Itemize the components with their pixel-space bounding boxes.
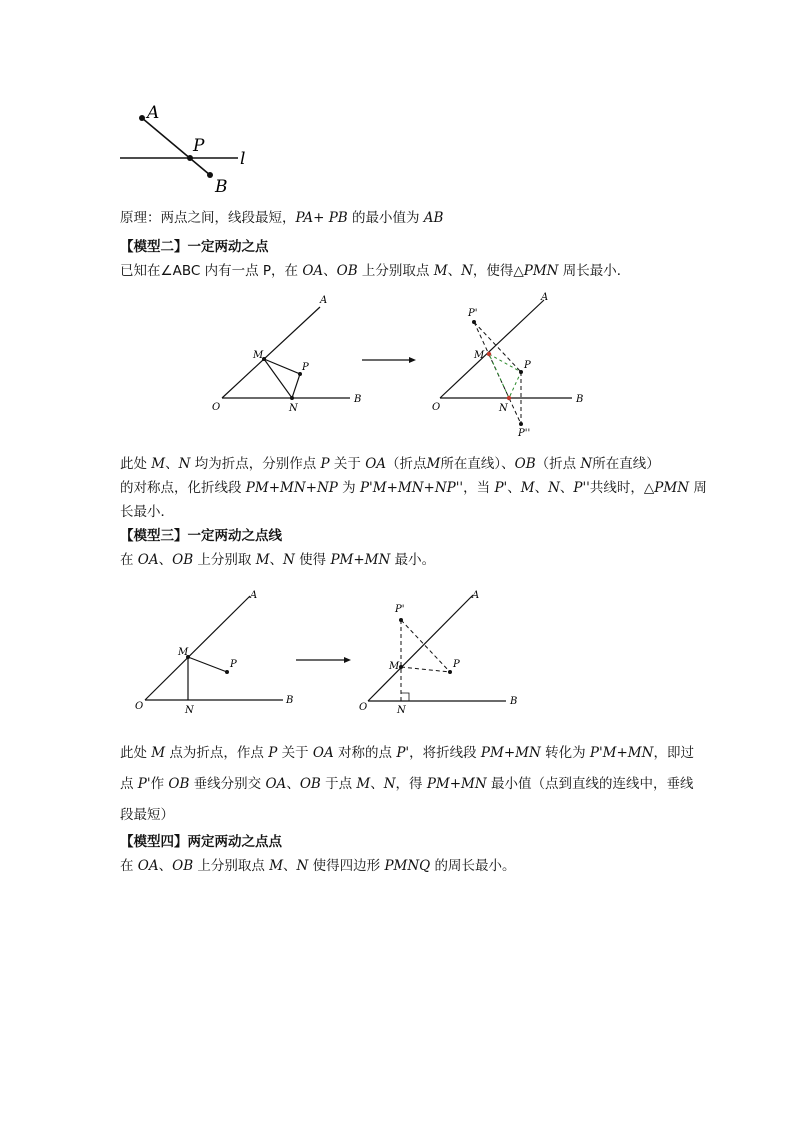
svg-text:A: A	[320, 295, 328, 306]
label-l: l	[240, 149, 246, 169]
svg-text:A: A	[250, 590, 258, 601]
label-B: B	[215, 177, 228, 197]
svg-text:M: M	[178, 647, 189, 658]
model2-statement: 已知在∠ABC 内有一点 P，在 OA、OB 上分别取点 M、N，使得△PMN 周长最小．	[120, 263, 631, 279]
model3-figures	[130, 585, 530, 720]
model3-explain-3: 段最短）	[120, 807, 174, 823]
svg-text:A: A	[472, 590, 480, 601]
model3-explain-1: 此处 M 点为折点，作点 P 关于 OA 对称的点 P'，将折线段 PM+MN 转化为 P'M+MN，即过	[120, 745, 694, 761]
model2-explain-2: 的对称点，化折线段 PM+MN+NP 为 P'M+MN+NP''，当 P'、M、N、P''共线时，△PMN 周	[120, 480, 707, 496]
model2-explain-3: 长最小．	[120, 504, 174, 520]
svg-text:M: M	[253, 350, 264, 361]
svg-text:P: P	[524, 360, 531, 371]
svg-text:P: P	[302, 362, 309, 373]
label-A: A	[147, 103, 160, 123]
svg-text:P'': P''	[518, 428, 531, 439]
svg-text:O: O	[359, 702, 368, 713]
svg-text:B: B	[576, 394, 584, 405]
model2-figures	[200, 288, 600, 444]
svg-text:P: P	[230, 659, 237, 670]
svg-text:O: O	[212, 402, 221, 413]
principle-line: 原理：两点之间，线段最短，PA+ PB 的最小值为 AB	[120, 210, 444, 226]
svg-text:O: O	[432, 402, 441, 413]
svg-text:N: N	[397, 705, 406, 716]
svg-text:M: M	[474, 350, 485, 361]
svg-text:M: M	[389, 661, 400, 672]
svg-text:P': P'	[468, 308, 478, 319]
model3-heading: 【模型三】一定两动之点线	[120, 528, 282, 544]
svg-text:N: N	[289, 403, 298, 414]
svg-text:N: N	[499, 403, 508, 414]
label-P: P	[193, 136, 205, 156]
svg-text:O: O	[135, 701, 144, 712]
svg-text:P: P	[453, 659, 460, 670]
model4-statement: 在 OA、OB 上分别取点 M、N 使得四边形 PMNQ 的周长最小。	[120, 858, 516, 874]
svg-text:N: N	[185, 705, 194, 716]
svg-text:B: B	[354, 394, 362, 405]
model2-explain-1: 此处 M、N 均为折点，分别作点 P 关于 OA（折点M所在直线）、OB（折点 N所在直线）	[120, 456, 660, 472]
figure-line-reflection	[110, 96, 270, 200]
model4-heading: 【模型四】两定两动之点点	[120, 834, 282, 850]
svg-text:P': P'	[395, 604, 405, 615]
model2-heading: 【模型二】一定两动之点	[120, 239, 269, 255]
model3-explain-2: 点 P'作 OB 垂线分别交 OA、OB 于点 M、N，得 PM+MN 最小值（点到直线的连线中，垂线	[120, 776, 694, 792]
model3-statement: 在 OA、OB 上分别取 M、N 使得 PM+MN 最小。	[120, 552, 436, 568]
svg-text:B: B	[286, 695, 294, 706]
svg-text:B: B	[510, 696, 518, 707]
svg-text:A: A	[541, 292, 549, 303]
